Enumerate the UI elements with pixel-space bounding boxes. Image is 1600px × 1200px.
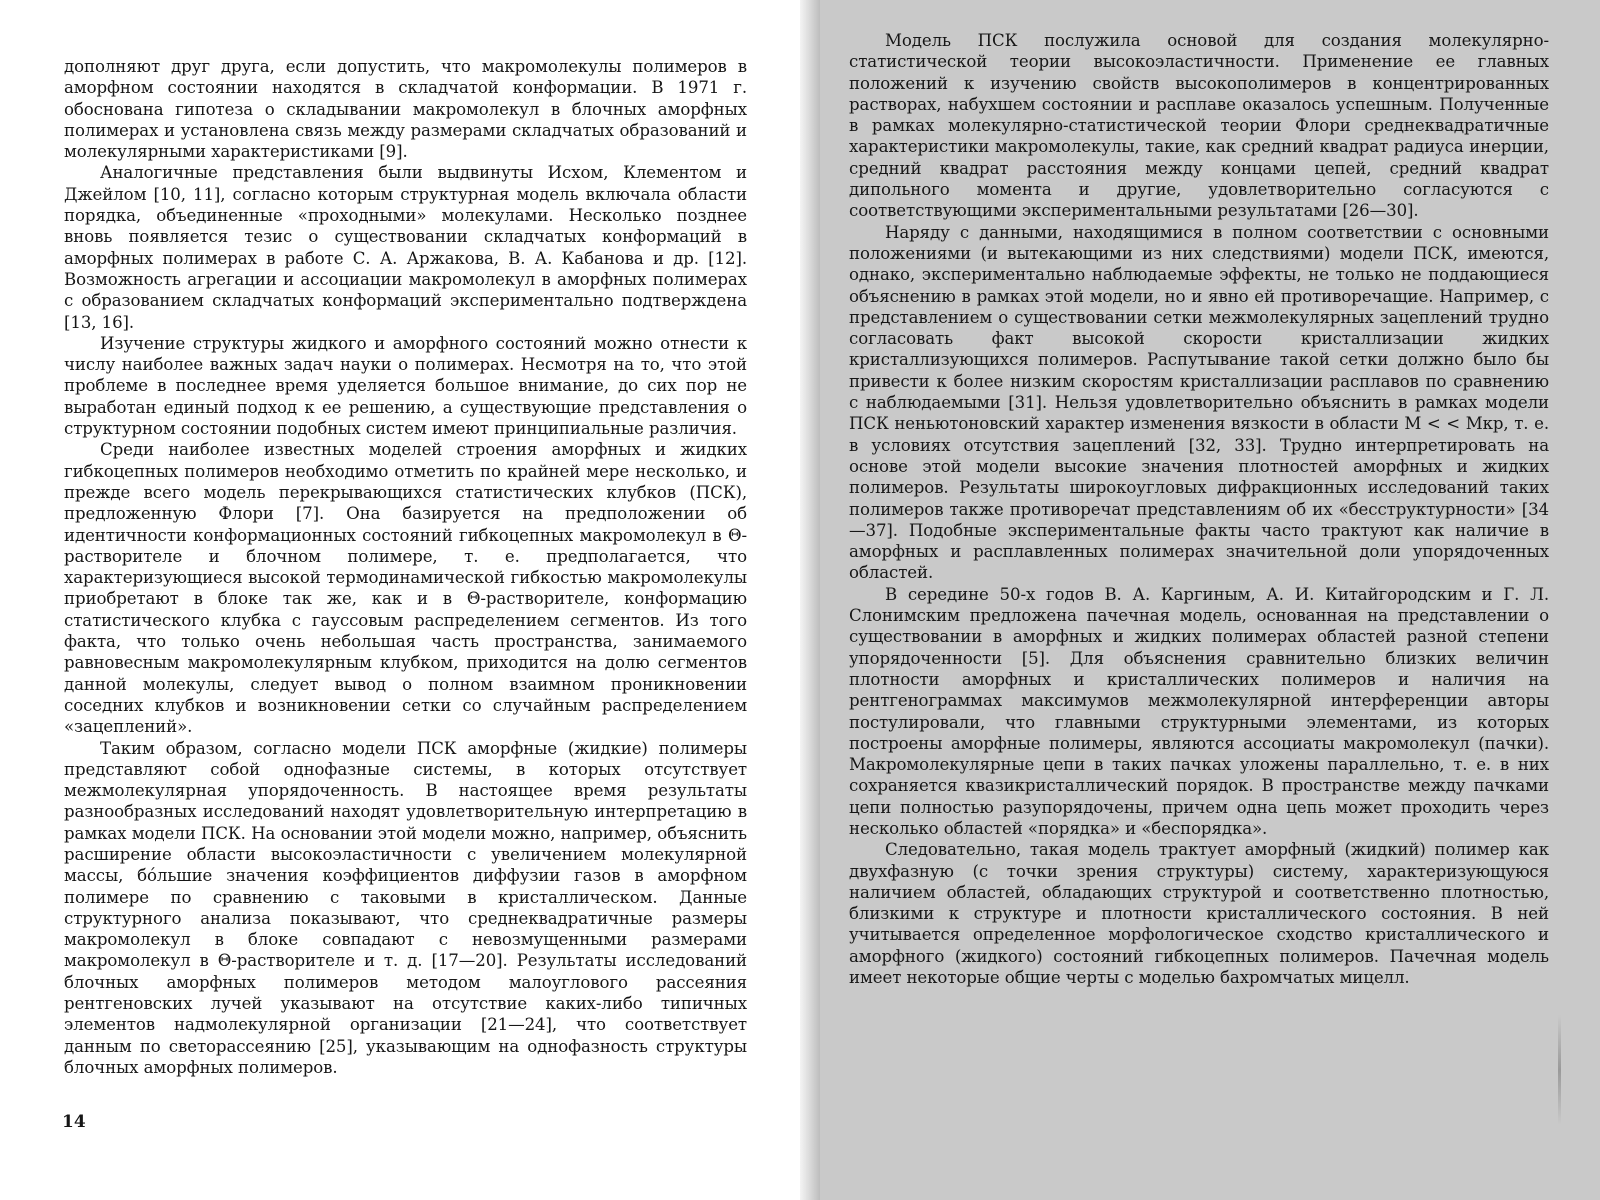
right-page [820, 0, 1600, 1200]
paragraph: дополняют друг друга, если допустить, что макромолекулы полимеров в аморфном состоянии находятся в складчатой конформации. В 1971 г. обоснована гипотеза о складывании макромолекул в блочных аморфных полимерах и установлена связь между размерами складчатых образований и молекулярными характеристиками [9]. [64, 57, 747, 162]
page-number: 14 [62, 1112, 86, 1132]
paragraph: Среди наиболее известных моделей строения аморфных и жидких гибкоцепных полимеров необходимо отметить по крайней мере несколько, и прежде всего модель перекрывающихся статистических клубков (ПСК), предложенную Флори [7]. Она базируется на предположении об идентичности конформационных состояний гибкоцепных макромолекул в Θ-растворителе и блочном полимере, т. е. предполагается, что характеризующиеся высокой термодинамической гибкостью макромолекулы приобретают в блоке так же, как и в Θ-растворителе, конформацию статистического клубка с гауссовым распределением сегментов. Из того факта, что только очень небольшая часть пространства, занимаемого равновесным макромолекулярным клубком, приходится на долю сегментов данной молекулы, следует вывод о полном взаимном проникновении соседних клубков и возникновении сетки со случайным распределением «зацеплений». [64, 440, 747, 737]
scan-artifact [1558, 1015, 1561, 1125]
paragraph: В середине 50-х годов В. А. Каргиным, А. И. Китайгородским и Г. Л. Слонимским предложена пачечная модель, основанная на представлении о существовании в аморфных и жидких полимерах областей разной степени упорядоченности [5]. Для объяснения сравнительно близких величин плотности аморфных и кристаллических полимеров и наличия на рентгенограммах максимумов межмолекулярной интерференции авторы постулировали, что главными структурными элементами, из которых построены аморфные полимеры, являются ассоциаты макромолекул (пачки). Макромолекулярные цепи в таких пачках уложены параллельно, т. е. в них сохраняется квазикристаллический порядок. В пространстве между пачками цепи полностью разупорядочены, причем одна цепь может проходить через несколько областей «порядка» и «беспорядка». [849, 584, 1549, 838]
left-page-text [64, 56, 747, 1078]
paragraph: Наряду с данными, находящимися в полном соответствии с основными положениями (и вытекающими из них следствиями) модели ПСК, имеются, однако, экспериментально наблюдаемые эффекты, не только не поддающиеся объяснению в рамках этой модели, но и явно ей противоречащие. Например, с представлением о существовании сетки межмолекулярных зацеплений трудно согласовать факт высокой скорости кристаллизации жидких кристаллизующихся полимеров. Распутывание такой сетки должно было бы привести к более низким скоростям кристаллизации расплавов по сравнению с наблюдаемыми [31]. Нельзя удовлетворительно объяснить в рамках модели ПСК неньютоновский характер изменения вязкости в области M < < Mкр, т. е. в условиях отсутствия зацеплений [32, 33]. Трудно интерпретировать на основе этой модели высокие значения плотностей аморфных и жидких полимеров. Результаты широкоугловых дифракционных исследований таких полимеров также противоречат представлениям об их «бесструктурности» [34—37]. Подобные экспериментальные факты часто трактуют как наличие в аморфных и расплавленных полимерах значительной доли упорядоченных областей. [849, 222, 1549, 583]
paragraph: Модель ПСК послужила основой для создания молекулярно-статистической теории высокоэластичности. Применение ее главных положений к изучению свойств высокополимеров в концентрированных растворах, набухшем состоянии и расплаве оказалось успешным. Полученные в рамках молекулярно-статистической теории Флори среднеквадратичные характеристики макромолекулы, такие, как средний квадрат радиуса инерции, средний квадрат расстояния между концами цепей, средний квадрат дипольного момента и другие, удовлетворительно согласуются с соответствующими экспериментальными результатами [26—30]. [849, 31, 1549, 221]
book-gutter [800, 0, 820, 1200]
paragraph: Изучение структуры жидкого и аморфного состояний можно отнести к числу наиболее важных задач науки о полимерах. Несмотря на то, что этой проблеме в последнее время уделяется большое внимание, до сих пор не выработан единый подход к ее решению, а существующие представления о структурном состоянии подобных систем имеют принципиальные различия. [64, 333, 747, 439]
paragraph: Таким образом, согласно модели ПСК аморфные (жидкие) полимеры представляют собой однофазные системы, в которых отсутствует межмолекулярная упорядоченность. В настоящее время результаты разнообразных исследований находят удовлетворительную интерпретацию в рамках модели ПСК. На основании этой модели можно, например, объяснить расширение области высокоэластичности с увеличением молекулярной массы, бóльшие значения коэффициентов диффузии газов в аморфном полимере по сравнению с таковыми в кристаллическом. Данные структурного анализа показывают, что среднеквадратичные размеры макромолекул в блоке совпадают с невозмущенными размерами макромолекул в Θ-растворителе и т. д. [17—20]. Результаты исследований блочных аморфных полимеров методом малоуглового рассеяния рентгеновских лучей указывают на отсутствие каких-либо типичных элементов надмолекулярной организации [21—24], что соответствует данным по светорассеянию [25], указывающим на однофазность структуры блочных аморфных полимеров. [64, 738, 747, 1077]
right-page-text [849, 30, 1549, 988]
paragraph: Следовательно, такая модель трактует аморфный (жидкий) полимер как двухфазную (с точки зрения структуры) систему, характеризующуюся наличием областей, обладающих структурой и соответственно плотностью, близкими к структуре и плотности кристаллического состояния. В ней учитывается определенное морфологическое сходство кристаллического и аморфного (жидкого) состояний гибкоцепных полимеров. Пачечная модель имеет некоторые общие черты с моделью бахромчатых мицелл. [849, 840, 1549, 988]
paragraph: Аналогичные представления были выдвинуты Исхом, Клементом и Джейлом [10, 11], согласно которым структурная модель включала области порядка, объединенные «проходными» молекулами. Несколько позднее вновь появляется тезис о существовании складчатых конформаций в аморфных полимерах в работе С. А. Аржакова, В. А. Кабанова и др. [12]. Возможность агрегации и ассоциации макромолекул в аморфных полимерах с образованием складчатых конформаций экспериментально подтверждена [13, 16]. [64, 163, 747, 332]
